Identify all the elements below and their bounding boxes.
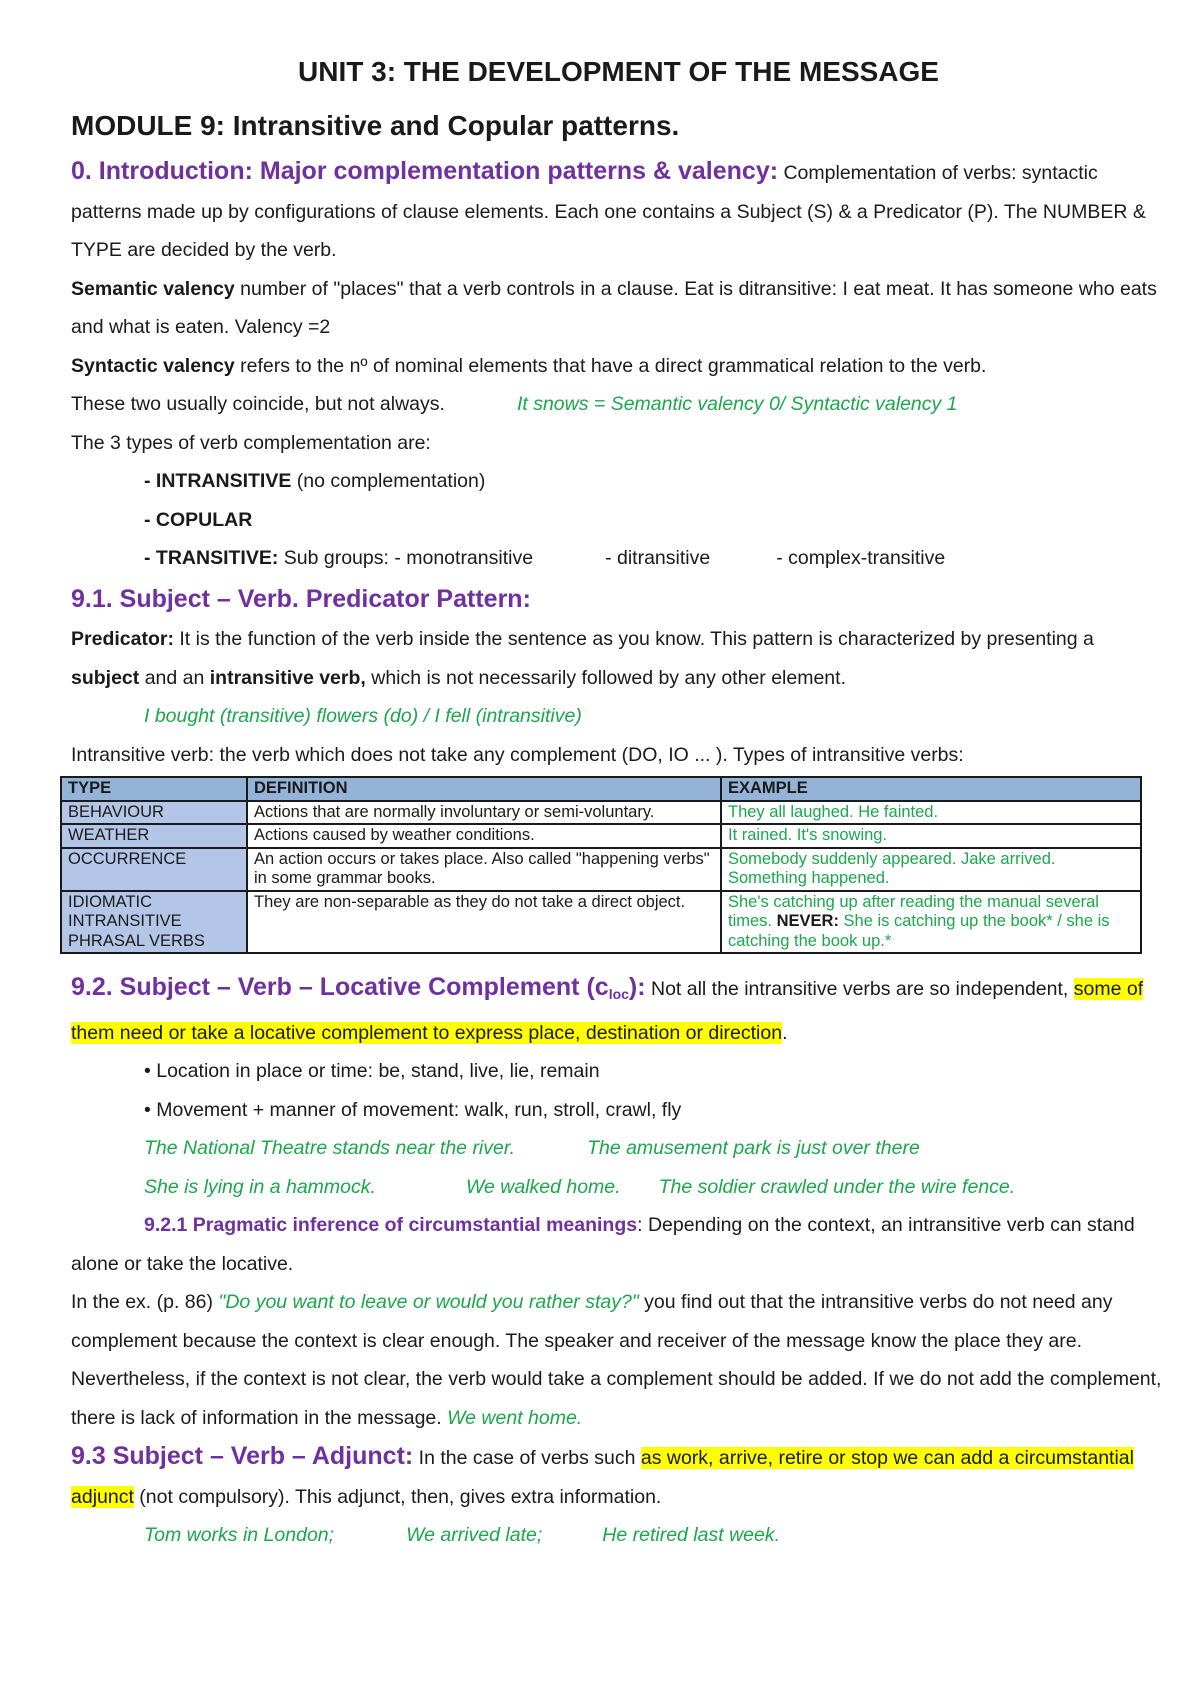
table-example-b: She is catching up the book* / she is catching the book up.*: [728, 912, 1110, 950]
intransitive-word: intransitive verb,: [209, 666, 366, 689]
type-intransitive: [71, 462, 1166, 501]
section-9-2-heading: [71, 973, 646, 1001]
bullet-location: • Location in place or time: be, stand, live, lie, remain: [144, 1060, 600, 1082]
bullet-movement: • Movement + manner of movement: walk, run, stroll, crawl, fly: [144, 1098, 682, 1121]
semantic-valency-text: number of "places" that a verb controls in a clause. Eat is ditransitive: I eat meat. It has someone who eats and what is eaten. Valency =2: [71, 277, 1157, 338]
table-row: [61, 848, 1141, 891]
section-9-2-1-heading: 9.2.1 Pragmatic inference of circumstantial meanings: [144, 1214, 638, 1236]
table-example-a: She's catching up after reading the manual several times.: [728, 892, 1099, 930]
section-9-1-example: I bought (transitive) flowers (do) / I fell (intransitive): [144, 705, 582, 727]
table-cell-definition: They are non-separable as they do not take a direct object.: [247, 891, 721, 954]
table-cell-definition: Actions caused by weather conditions.: [247, 824, 721, 848]
section-9-3-highlight: as work, arrive, retire or stop we can add a circumstantial adjunct: [71, 1447, 1134, 1508]
section-9-2-1-text: : Depending on the context, an intransitive verb can stand alone or take the locative.: [71, 1214, 1135, 1275]
module-title: MODULE 9: Intransitive and Copular patterns.: [71, 110, 680, 141]
table-cell-example: It rained. It's snowing.: [721, 824, 1141, 848]
pragmatic-quote: "Do you want to leave or would you rather stay?": [218, 1291, 639, 1313]
example-tom-works: Tom works in London;: [144, 1524, 335, 1546]
intransitive-types-line: Intransitive verb: the verb which does not take any complement (DO, IO ... ). Types of intransitive verbs:: [71, 743, 964, 766]
table-cell-definition: An action occurs or takes place. Also called "happening verbs" in some grammar books.: [247, 848, 721, 891]
table-cell-type: WEATHER: [61, 824, 247, 848]
syntactic-valency-paragraph: [71, 347, 1166, 386]
section-9-1-heading: 9.1. Subject – Verb. Predicator Pattern:: [71, 584, 531, 613]
predicator-text-3: which is not necessarily followed by any other element.: [365, 666, 846, 689]
section-9-2-examples-2: [71, 1168, 1166, 1207]
subject-word: subject: [71, 666, 140, 689]
example-national-theatre: The National Theatre stands near the river.: [144, 1137, 516, 1159]
type-transitive: [71, 539, 1166, 578]
pragmatic-text-b: you find out that the intransitive verbs do not need any complement because the context is clear enough. The speaker and receiver of the message know the place they are. Nevertheless, if the context is not clear, the verb would take a complement should be added. If we do not add the complement, there is lack of information in the message.: [71, 1291, 1162, 1429]
section-9-3-paragraph: [71, 1437, 1166, 1516]
example-arrived-late: We arrived late;: [406, 1524, 543, 1546]
table-cell-definition: Actions that are normally involuntary or semi-voluntary.: [247, 801, 721, 825]
section-9-1-heading-line: [71, 580, 1166, 621]
example-walked-home: We walked home.: [465, 1175, 621, 1198]
section-9-3-text-a: In the case of verbs such: [413, 1447, 641, 1469]
intro-heading: 0. Introduction: Major complementation patterns & valency:: [71, 157, 779, 185]
section-9-3-text-b: (not compulsory). This adjunct, then, gives extra information.: [133, 1485, 662, 1508]
types-intro: The 3 types of verb complementation are:: [71, 431, 431, 454]
section-9-2-paragraph: [71, 968, 1166, 1052]
semantic-valency-label: Semantic valency: [71, 277, 235, 300]
section-9-2-text-a: Not all the intransitive verbs are so independent,: [645, 978, 1074, 1000]
unit-title: UNIT 3: THE DEVELOPMENT OF THE MESSAGE: [298, 56, 939, 87]
example-retired: He retired last week.: [602, 1524, 781, 1546]
table-row: [61, 891, 1141, 954]
predicator-text-1: It is the function of the verb inside the sentence as you know. This pattern is characterized by presenting a: [173, 628, 1094, 650]
table-header-example: EXAMPLE: [721, 777, 1141, 801]
table-header-type: TYPE: [61, 777, 247, 801]
coincide-text: These two usually coincide, but not always.: [71, 393, 445, 415]
section-9-3-examples: [71, 1516, 1166, 1555]
type-ditransitive: - ditransitive: [605, 547, 711, 569]
coincide-line: [71, 385, 1166, 424]
section-9-2-examples-1: [71, 1129, 1166, 1168]
semantic-valency-paragraph: [71, 270, 1166, 347]
document-page: [68, 52, 1166, 1555]
intro-text: Complementation of verbs: syntactic patterns made up by configurations of clause elements. Each one contains a Subject (S) & a Predicator (P). The NUMBER & TYPE are decided by the verb.: [71, 162, 1146, 261]
predicator-text-2: and an: [139, 666, 210, 689]
section-9-2-highlight: some of them need or take a locative complement to express place, destination or direction: [71, 978, 1144, 1044]
table-header-row: [61, 777, 1141, 801]
table-cell-example: [721, 891, 1141, 954]
table-example-never: NEVER:: [776, 912, 839, 930]
table-header-definition: DEFINITION: [247, 777, 721, 801]
example-amusement-park: The amusement park is just over there: [587, 1137, 920, 1159]
table-row: [61, 801, 1141, 825]
type-transitive-label: - TRANSITIVE:: [144, 547, 279, 569]
pragmatic-example: We went home.: [447, 1406, 583, 1429]
table-cell-example: They all laughed. He fainted.: [721, 801, 1141, 825]
table-cell-type: OCCURRENCE: [61, 848, 247, 891]
type-complex-transitive: - complex-transitive: [776, 547, 946, 569]
section-9-2-text-b: .: [782, 1021, 788, 1044]
section-9-2-heading-sub: loc: [608, 986, 629, 1002]
section-9-2-heading-b: ):: [628, 973, 646, 1001]
type-transitive-text: Sub groups: - monotransitive: [278, 547, 534, 569]
example-soldier: The soldier crawled under the wire fence.: [658, 1175, 1016, 1198]
predicator-paragraph: [71, 620, 1166, 697]
table-row: [61, 824, 1141, 848]
table-cell-type: BEHAVIOUR: [61, 801, 247, 825]
syntactic-valency-label: Syntactic valency: [71, 354, 235, 377]
example-hammock: She is lying in a hammock.: [144, 1175, 376, 1198]
intro-paragraph: [71, 152, 1166, 270]
syntactic-valency-text: refers to the nº of nominal elements that have a direct grammatical relation to the verb.: [234, 354, 987, 377]
section-9-2-1-paragraph: [71, 1206, 1166, 1283]
pragmatic-text-a: In the ex. (p. 86): [71, 1291, 219, 1313]
section-9-2-heading-a: 9.2. Subject – Verb – Locative Complement (c: [71, 973, 609, 1001]
type-copular: - COPULAR: [144, 508, 253, 531]
section-9-3-heading: 9.3 Subject – Verb – Adjunct:: [71, 1442, 414, 1470]
coincide-example: It snows = Semantic valency 0/ Syntactic valency 1: [516, 393, 958, 415]
type-intransitive-text: (no complementation): [291, 470, 486, 492]
intransitive-types-table: [60, 776, 1142, 954]
table-cell-example: Somebody suddenly appeared. Jake arrived. Something happened.: [721, 848, 1141, 891]
predicator-label: Predicator:: [71, 628, 174, 650]
type-intransitive-label: - INTRANSITIVE: [144, 470, 292, 492]
pragmatic-paragraph: [71, 1283, 1166, 1437]
table-cell-type: IDIOMATIC INTRANSITIVE PHRASAL VERBS: [61, 891, 247, 954]
